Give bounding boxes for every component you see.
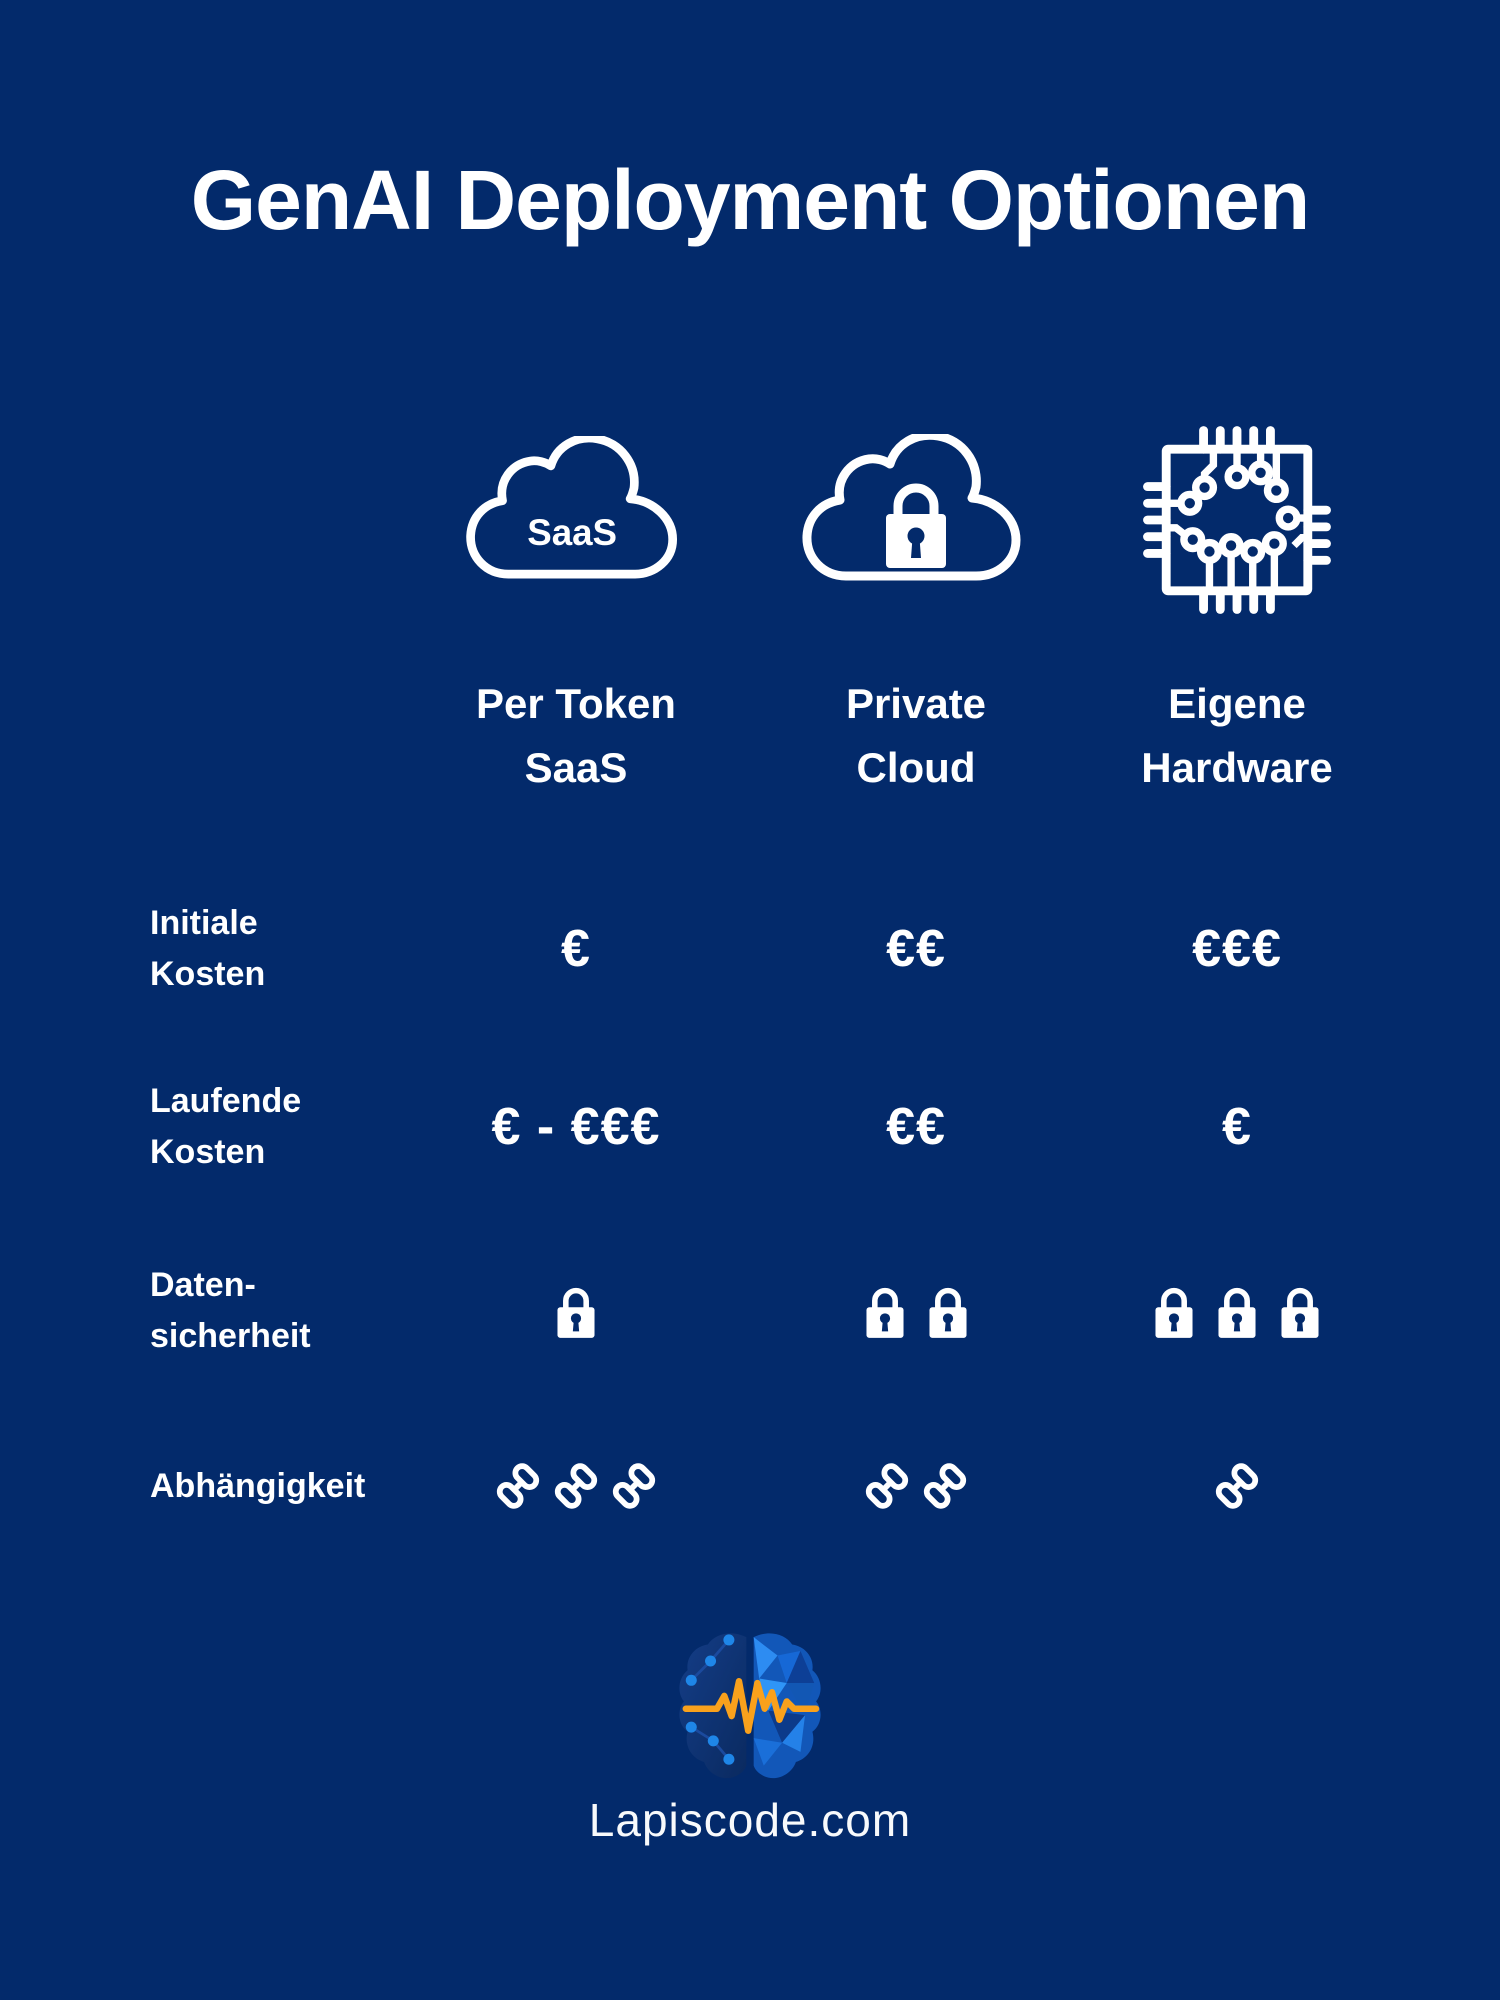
- locks-private-cloud: [736, 1256, 1096, 1366]
- value-initiale-saas: €: [561, 920, 591, 978]
- row-datensicherheit: [0, 1256, 1500, 1366]
- locks-saas: [416, 1256, 736, 1366]
- chain-link-icon: [551, 1461, 601, 1511]
- chain-link-icon: [1212, 1461, 1262, 1511]
- page-title: GenAI Deployment Optionen: [190, 152, 1310, 247]
- brain-logo: [674, 1628, 826, 1784]
- value-laufende-private-cloud: €€: [886, 1098, 946, 1156]
- chain-link-icon: [609, 1461, 659, 1511]
- row-label-laufende-kosten: Laufende Kosten: [150, 1082, 302, 1171]
- chip-circuit-traces: [1166, 449, 1308, 591]
- column-icons-row: [0, 398, 1500, 642]
- chains-saas: [416, 1450, 736, 1522]
- value-initiale-hardware: €€€: [1192, 920, 1282, 978]
- row-label-datensicherheit: Daten- sicherheit: [150, 1266, 311, 1355]
- chip-icon: [1119, 402, 1355, 638]
- chains-hardware: [1087, 1450, 1387, 1522]
- locks-hardware: [1087, 1256, 1387, 1366]
- row-laufende-kosten: [0, 1074, 1500, 1180]
- value-laufende-saas: € - €€€: [491, 1098, 661, 1156]
- saas-cloud-label: SaaS: [527, 512, 618, 554]
- row-abhaengigkeit: [0, 1450, 1500, 1522]
- hardware-chip-cell: [1087, 398, 1387, 642]
- column-headers-row: [0, 668, 1500, 804]
- column-header-eigene-hardware: Eigene Hardware: [1141, 680, 1333, 791]
- lock-icon: [1212, 1280, 1262, 1342]
- column-header-per-token-saas: Per Token SaaS: [476, 680, 676, 791]
- lock-shackle: [898, 488, 934, 516]
- lock-icon: [860, 1280, 910, 1342]
- chain-link-icon: [493, 1461, 543, 1511]
- saas-cloud-cell: [416, 398, 736, 642]
- site-url: Lapiscode.com: [588, 1794, 912, 1846]
- row-initiale-kosten: [0, 896, 1500, 1002]
- logo-area: [0, 1628, 1500, 1784]
- lock-icon: [923, 1280, 973, 1342]
- private-cloud-cell: [736, 398, 1096, 642]
- chain-link-icon: [862, 1461, 912, 1511]
- row-label-initiale-kosten: Initiale Kosten: [150, 904, 266, 993]
- value-laufende-hardware: €: [1222, 1098, 1252, 1156]
- row-label-abhaengigkeit: Abhängigkeit: [150, 1466, 366, 1505]
- lock-icon: [1275, 1280, 1325, 1342]
- chains-private-cloud: [736, 1450, 1096, 1522]
- lock-icon: [1149, 1280, 1199, 1342]
- lock-icon: [551, 1280, 601, 1342]
- saas-cloud-icon: [460, 436, 692, 604]
- private-cloud-lock-icon: [792, 434, 1040, 606]
- column-header-private-cloud: Private Cloud: [845, 680, 987, 791]
- value-initiale-private-cloud: €€: [886, 920, 946, 978]
- chain-link-icon: [920, 1461, 970, 1511]
